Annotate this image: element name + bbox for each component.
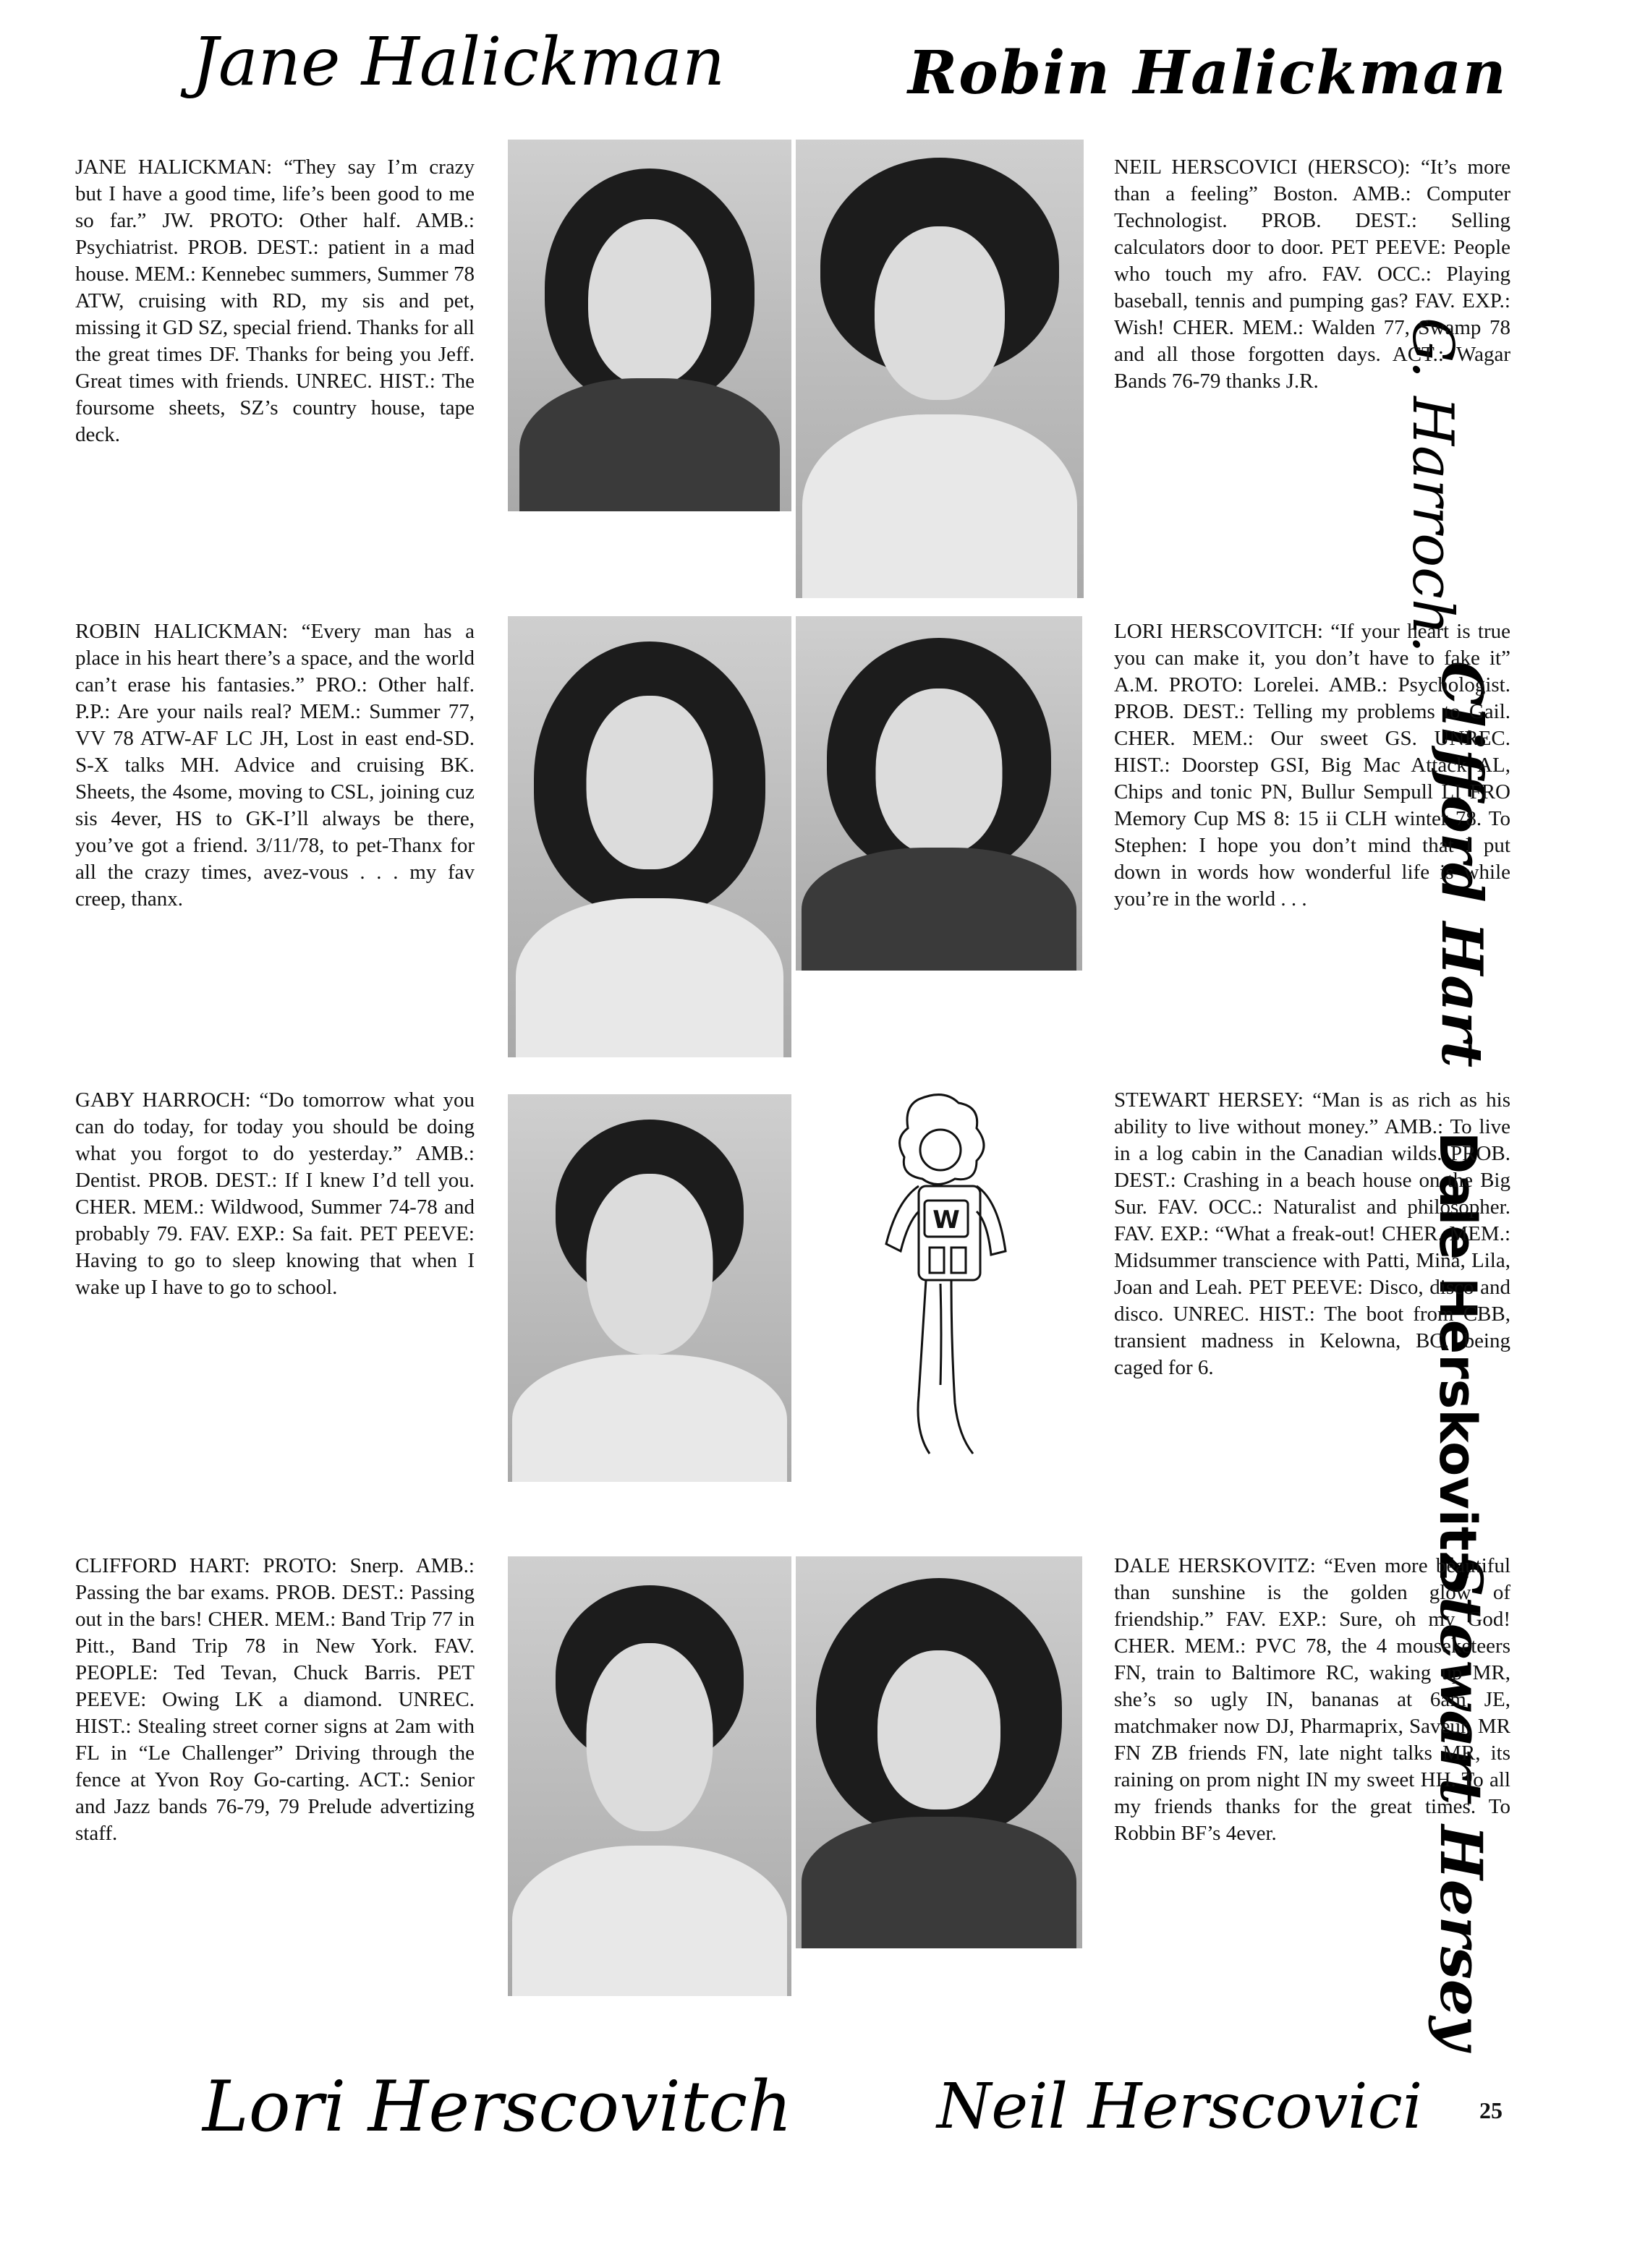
signature-gaby-harroch: G. Harroch. [1400,317,1465,653]
signature-lori-herscovitch: Lori Herscovitch [203,2066,793,2147]
bio-stewart-hersey: STEWART HERSEY: “Man is as rich as his ability to live without money.” AMB.: To live in a log cabin in the Canadian wilds. PROB. DEST.: Crashing in a beach house on the Big Sur. FAV. OCC.: Naturalist and philosopher. FAV. EXP.: “What a freak-out! CHER. MEM.: Midsummer transcience with Patti, Mina, Lila, Joan and Leah. PET PEEVE: Disco, disco and disco. UNREC. HIST.: The boot from CBB, transient madness in Kelowna, BC, being caged for 6. [1114,1088,1510,1379]
portrait-photo-clifford [508,1556,791,1996]
page-number: 25 [1479,2097,1503,2123]
signature-robin-halickman: Robin Halickman [908,38,1508,108]
signature-dale-herskovitz: Dale Herskovitz [1428,1132,1487,1581]
signature-stewart-hersey: Stewart Hersey [1427,1555,1495,2050]
bio-neil-herscovici: NEIL HERSCOVICI (HERSCO): “It’s more than a feeling” Boston. AMB.: Computer Technologist. PROB. DEST.: Selling calculators door to door. PET PEEVE: People who touch my afro. FAV. OCC.: Playing baseball, tennis and pumping gas? FAV. EXP.: Wish! CHER. MEM.: Walden 77, Swamp 78 and all those forgotten days. ACT.: Wagar Bands 76-79 thanks J.R. [1114,155,1510,393]
signature-jane-halickman: Jane Halickman [192,23,726,101]
portrait-photo-lori [796,616,1082,971]
portrait-photo-dale [796,1556,1082,1948]
portrait-photo-gaby [508,1094,791,1482]
drawing-letter: W [932,1206,960,1235]
bio-jane-halickman: JANE HALICKMAN: “They say I’m crazy but I have a good time, life’s been good to me so far.” JW. PROTO: Other half. AMB.: Psychiatrist. PROB. DEST.: patient in a mad house. MEM.: Kennebec summers, Summer 78 ATW, cruising with RD, my sis and pet, missing it GD SZ, special friend. Thanks for all the great times DF. Thanks for being you Jeff. Great times with friends. UNREC. HIST.: The foursome sheets, SZ’s country house, tape deck. [75,155,475,446]
bio-gaby-harroch: GABY HARROCH: “Do tomorrow what you can do today, for today you should be doing what you forgot to do yesterday.” AMB.: Dentist. PROB. DEST.: If I knew I’d tell you. CHER. MEM.: Wildwood, Summer 74-78 and probably 79. FAV. EXP.: Sa fait. PET PEEVE: Having to go to sleep knowing that when I wake up I have to go to school. [75,1088,475,1299]
bio-lori-herscovitch: LORI HERSCOVITCH: “If your heart is true you can make it, you don’t have to fake it” A.M. PROTO: Lorelei. AMB.: Psychologist. PROB. DEST.: Telling my problems to Gail. CHER. MEM.: Our sweet GS. UNREC. HIST.: Doorstep GSI, Big Mac Attack AL, Chips and tonic PN, Bullur Sempull LI FRO Memory Cup MS 8: 15 ii CLH winter 78. To Stephen: I hope you don’t mind that I put down in words how wonderful life is while you’re in the world . . . [1114,620,1510,911]
signature-neil-herscovici: Neil Herscovici [937,2071,1423,2143]
portrait-photo-neil [796,140,1084,598]
bio-dale-herskovitz: DALE HERSKOVITZ: “Even more beautiful than sunshine is the golden glow of friendship.” FAV. EXP.: Sure, oh my God! CHER. MEM.: PVC 78, the 4 mouseketeers FN, train to Baltimore RC, waking up MR, she’s so ugly IN, bananas at 6am JE, matchmaker now DJ, Pharmaprix, Saveur, MR FN ZB friends FN, late night talks MR, its raining on prom night IN my sweet HH. To all my friends thanks for the great times. To Robbin BF’s 4ever. [1114,1554,1510,1845]
signature-clifford-hart: Clifford Hart [1429,661,1495,1068]
bio-clifford-hart: CLIFFORD HART: PROTO: Snerp. AMB.: Passing the bar exams. PROB. DEST.: Passing out in the bars! CHER. MEM.: Band Trip 77 in Pitt., Band Trip 78 in New York. FAV. PEOPLE: Ted Tevan, Chuck Barris. PET PEEVE: Owing LK a diamond. UNREC. HIST.: Stealing street corner signs at 2am with FL in “Le Challenger” Driving through the fence at Yvon Roy Go-carting. ACT.: Senior and Jazz bands 76-79, 79 Prelude advertizing staff. [75,1554,475,1845]
cartoon-drawing [854,1078,1056,1483]
portrait-photo-robin [508,616,791,1057]
portrait-photo-jane [508,140,791,511]
bio-robin-halickman: ROBIN HALICKMAN: “Every man has a place in his heart there’s a space, and the world can’t erase his fantasies.” PRO.: Other half. P.P.: Are your nails real? MEM.: Summer 77, VV 78 ATW-AF LC JH, Lost in east end-SD. S-X talks MH. Advice and cruising BK. Sheets, the 4some, moving to CSL, joining cuz sis 4ever, HS to GK-I’ll always be there, you’ve got a friend. 3/11/78, to pet-Thanx for all the crazy times, avez-vous . . . my fav creep, thanx. [75,620,475,911]
